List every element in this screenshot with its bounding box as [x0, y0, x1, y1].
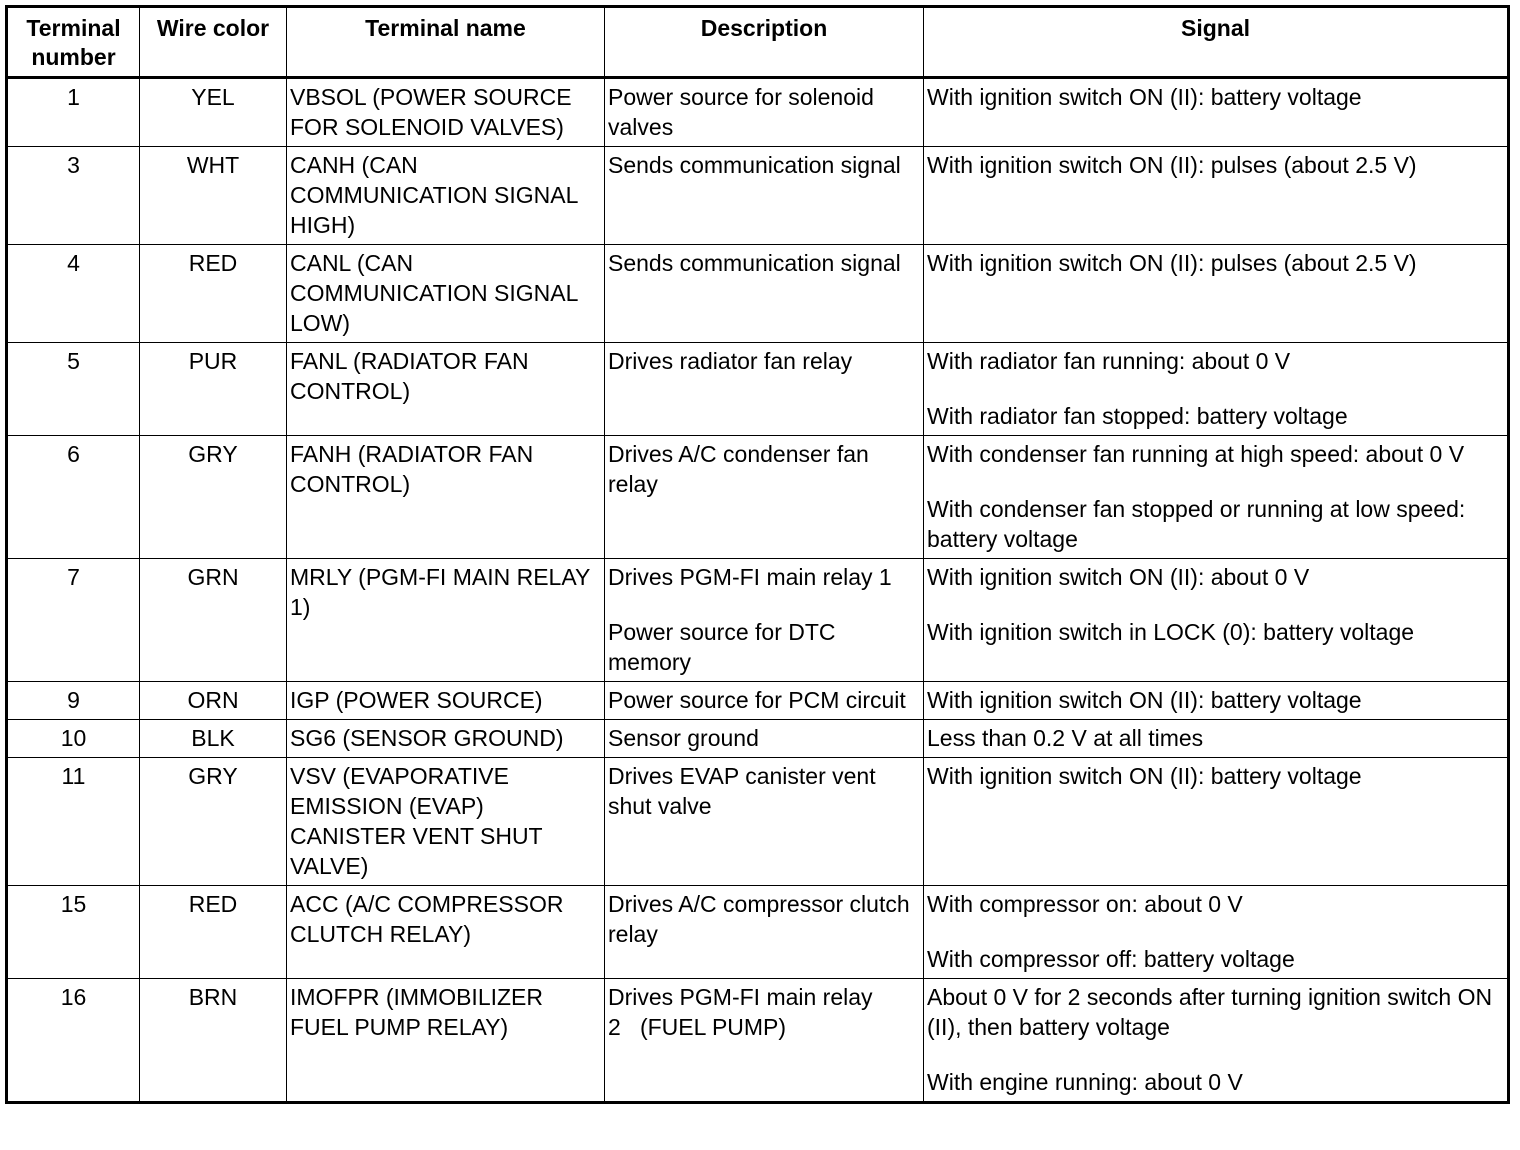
description-cell [605, 720, 924, 758]
terminal-name-cell: IGP (POWER SOURCE) [287, 682, 605, 720]
description-cell [605, 78, 924, 147]
table-body [7, 78, 1509, 1103]
description-line: Drives EVAP canister vent shut valve [608, 763, 876, 819]
signal-line: With ignition switch in LOCK (0): battery voltage [927, 619, 1415, 645]
signal-cell [924, 343, 1509, 436]
signal-line: With ignition switch ON (II): battery voltage [927, 763, 1362, 789]
signal-line: With ignition switch ON (II): battery voltage [927, 687, 1362, 713]
signal-line: With ignition switch ON (II): pulses (about 2.5 V) [927, 152, 1417, 178]
terminal-name-cell: IMOFPR (IMMOBILIZER FUEL PUMP RELAY) [287, 979, 605, 1103]
terminal-number-cell: 1 [7, 78, 140, 147]
description-line: Sensor ground [608, 725, 759, 751]
signal-cell [924, 720, 1509, 758]
table-row [7, 758, 1509, 886]
terminal-name-cell: VBSOL (POWER SOURCE FOR SOLENOID VALVES) [287, 78, 605, 147]
signal-line: With compressor off: battery voltage [927, 946, 1295, 972]
description-line: Drives radiator fan relay [608, 348, 853, 374]
table-row [7, 245, 1509, 343]
header-terminal-number: Terminal number [7, 7, 140, 78]
description-line: Power source for PCM circuit [608, 687, 906, 713]
description-cell [605, 147, 924, 245]
paragraph-gap [608, 592, 920, 617]
wire-color-cell: RED [140, 245, 287, 343]
table-row [7, 147, 1509, 245]
wire-color-cell: GRY [140, 436, 287, 559]
signal-line: With ignition switch ON (II): battery voltage [927, 84, 1362, 110]
description-line: Drives A/C condenser fan relay [608, 441, 869, 497]
terminal-name-cell: CANH (CAN COMMUNICATION SIGNAL HIGH) [287, 147, 605, 245]
description-line: Power source for solenoid valves [608, 84, 874, 140]
signal-cell [924, 559, 1509, 682]
terminal-name-cell: CANL (CAN COMMUNICATION SIGNAL LOW) [287, 245, 605, 343]
description-cell [605, 886, 924, 979]
paragraph-gap [927, 592, 1504, 617]
signal-line: About 0 V for 2 seconds after turning ignition switch ON (II), then battery voltage [927, 984, 1493, 1040]
signal-cell [924, 147, 1509, 245]
terminal-name-cell: FANL (RADIATOR FAN CONTROL) [287, 343, 605, 436]
terminal-number-cell: 15 [7, 886, 140, 979]
wire-color-cell: YEL [140, 78, 287, 147]
signal-line: With condenser fan running at high speed: about 0 V [927, 441, 1465, 467]
terminal-number-cell: 4 [7, 245, 140, 343]
description-cell [605, 979, 924, 1103]
table-row [7, 436, 1509, 559]
terminal-table [5, 5, 1510, 1104]
table-row [7, 559, 1509, 682]
description-cell [605, 245, 924, 343]
paragraph-gap [927, 376, 1504, 401]
signal-cell [924, 245, 1509, 343]
description-line: Sends communication signal [608, 152, 901, 178]
table-row [7, 78, 1509, 147]
signal-cell [924, 436, 1509, 559]
description-line: Drives A/C compressor clutch relay [608, 891, 910, 947]
terminal-number-cell: 7 [7, 559, 140, 682]
terminal-number-cell: 10 [7, 720, 140, 758]
signal-cell [924, 979, 1509, 1103]
signal-cell [924, 78, 1509, 147]
description-line: Drives PGM-FI main relay 1 [608, 564, 892, 590]
signal-line: With ignition switch ON (II): about 0 V [927, 564, 1310, 590]
table-row [7, 979, 1509, 1103]
terminal-name-cell: MRLY (PGM-FI MAIN RELAY 1) [287, 559, 605, 682]
signal-cell [924, 886, 1509, 979]
signal-line: Less than 0.2 V at all times [927, 725, 1204, 751]
wire-color-cell: WHT [140, 147, 287, 245]
terminal-name-cell: VSV (EVAPORATIVE EMISSION (EVAP) CANISTER VENT SHUT VALVE) [287, 758, 605, 886]
signal-line: With condenser fan stopped or running at low speed: battery voltage [927, 496, 1466, 552]
terminal-name-cell: FANH (RADIATOR FAN CONTROL) [287, 436, 605, 559]
description-line: Power source for DTC memory [608, 619, 836, 675]
wire-color-cell: PUR [140, 343, 287, 436]
signal-cell [924, 682, 1509, 720]
terminal-name-cell: ACC (A/C COMPRESSOR CLUTCH RELAY) [287, 886, 605, 979]
signal-line: With engine running: about 0 V [927, 1069, 1243, 1095]
terminal-number-cell: 6 [7, 436, 140, 559]
signal-line: With compressor on: about 0 V [927, 891, 1243, 917]
wire-color-cell: GRN [140, 559, 287, 682]
paragraph-gap [927, 919, 1504, 944]
wire-color-cell: ORN [140, 682, 287, 720]
signal-line: With radiator fan stopped: battery voltage [927, 403, 1348, 429]
signal-cell [924, 758, 1509, 886]
paragraph-gap [927, 469, 1504, 494]
paragraph-gap [927, 1042, 1504, 1067]
wire-color-cell: BLK [140, 720, 287, 758]
description-line: Drives PGM-FI main relay 2 (FUEL PUMP) [608, 984, 873, 1040]
terminal-name-cell: SG6 (SENSOR GROUND) [287, 720, 605, 758]
wire-color-cell: BRN [140, 979, 287, 1103]
description-cell [605, 343, 924, 436]
terminal-number-cell: 3 [7, 147, 140, 245]
signal-line: With radiator fan running: about 0 V [927, 348, 1291, 374]
signal-line: With ignition switch ON (II): pulses (about 2.5 V) [927, 250, 1417, 276]
description-cell [605, 682, 924, 720]
terminal-number-cell: 5 [7, 343, 140, 436]
wire-color-cell: GRY [140, 758, 287, 886]
description-line: Sends communication signal [608, 250, 901, 276]
terminal-number-cell: 16 [7, 979, 140, 1103]
header-terminal-name: Terminal name [287, 7, 605, 78]
description-cell [605, 758, 924, 886]
terminal-number-cell: 11 [7, 758, 140, 886]
terminal-number-cell: 9 [7, 682, 140, 720]
table-row [7, 343, 1509, 436]
table-row [7, 720, 1509, 758]
wire-color-cell: RED [140, 886, 287, 979]
header-signal: Signal [924, 7, 1509, 78]
header-row [7, 7, 1509, 78]
table-row [7, 886, 1509, 979]
header-description: Description [605, 7, 924, 78]
header-wire-color: Wire color [140, 7, 287, 78]
description-cell [605, 559, 924, 682]
table-row [7, 682, 1509, 720]
description-cell [605, 436, 924, 559]
